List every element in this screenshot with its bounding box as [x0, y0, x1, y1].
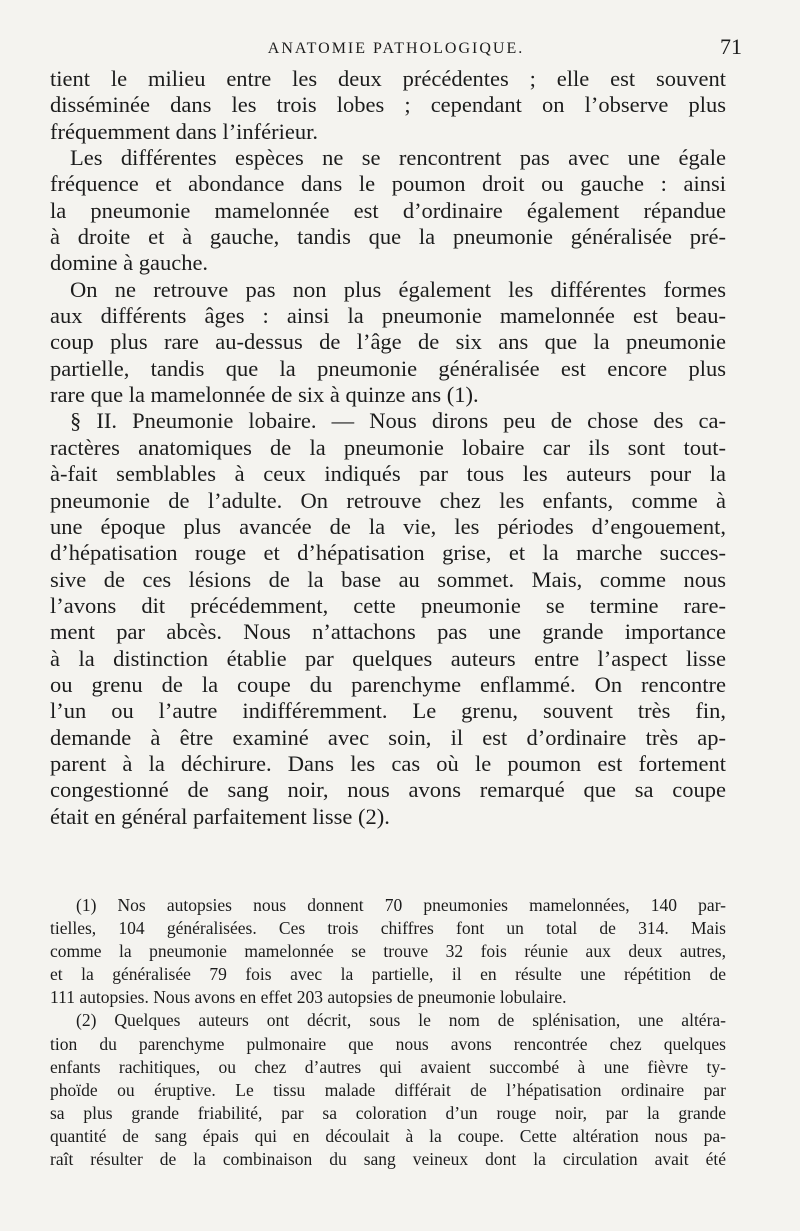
body-line: Les différentes espèces ne se rencontrent pas avec une égale	[70, 145, 726, 171]
page-number: 71	[720, 34, 742, 59]
footnote-line: quantité de sang épais qui en découlait à la coupe. Cette altération nous pa-	[50, 1125, 726, 1146]
body-line: l’un ou l’autre indifféremment. Le grenu, souvent très fin,	[50, 698, 726, 724]
footnote-line: comme la pneumonie mamelonnée se trouve 32 fois réunie aux deux autres,	[50, 941, 726, 962]
body-line: § II. Pneumonie lobaire. — Nous dirons peu de chose des ca-	[70, 408, 726, 434]
body-text	[50, 66, 726, 830]
body-line: sive de ces lésions de la base au sommet. Mais, comme nous	[50, 566, 726, 592]
body-line: partielle, tandis que la pneumonie généralisée est encore plus	[50, 355, 726, 381]
body-line: à-fait semblables à ceux indiqués par tous les auteurs pour la	[50, 461, 726, 487]
body-line: domine à gauche.	[50, 250, 209, 276]
footnote-line: tielles, 104 généralisées. Ces trois chiffres font un total de 314. Mais	[50, 918, 726, 939]
body-line: ractères anatomiques de la pneumonie lobaire car ils sont tout-	[50, 434, 726, 460]
footnote-line: sa plus grande friabilité, par sa coloration d’un rouge noir, par la grande	[50, 1102, 726, 1123]
running-title: ANATOMIE PATHOLOGIQUE.	[267, 40, 525, 57]
body-line: coup plus rare au-dessus de l’âge de six ans que la pneumonie	[50, 329, 726, 355]
page-header	[50, 34, 742, 64]
body-line: fréquemment dans l’inférieur.	[50, 118, 319, 144]
footnote-line: phoïde ou éruptive. Le tissu malade différait de l’hépatisation ordinaire par	[50, 1079, 726, 1100]
body-line: l’avons dit précédemment, cette pneumonie se termine rare-	[50, 592, 726, 618]
body-line: parent à la déchirure. Dans les cas où le poumon est fortement	[50, 750, 726, 776]
footnote-line: raît résulter de la combinaison du sang veineux dont la circulation avait été	[50, 1149, 726, 1170]
footnote-line: (1) Nos autopsies nous donnent 70 pneumonies mamelonnées, 140 par-	[76, 895, 726, 915]
body-line: ment par abcès. Nous n’attachons pas une grande importance	[50, 619, 726, 645]
footnote-line: tion du parenchyme pulmonaire que nous avons rencontrée chez quelques	[50, 1033, 726, 1054]
body-line: congestionné de sang noir, nous avons remarqué que sa coupe	[50, 777, 726, 803]
body-line: rare que la mamelonnée de six à quinze ans (1).	[50, 382, 479, 408]
body-line: tient le milieu entre les deux précédentes ; elle est souvent	[50, 66, 726, 91]
body-line: ou grenu de la coupe du parenchyme enflammé. On rencontre	[50, 671, 726, 697]
body-line: une époque plus avancée de la vie, les périodes d’engouement,	[50, 513, 726, 539]
footnote-line: et la généralisée 79 fois avec la partielle, il en résulte une répétition de	[50, 964, 726, 985]
body-line: la pneumonie mamelonnée est d’ordinaire également répandue	[50, 197, 726, 223]
footnote-line: (2) Quelques auteurs ont décrit, sous le nom de splénisation, une altéra-	[76, 1010, 726, 1031]
body-line: demande à être examiné avec soin, il est d’ordinaire très ap-	[50, 724, 726, 750]
footnote-line: enfants rachitiques, ou chez d’autres qui avaient succombé à une fièvre ty-	[50, 1056, 726, 1077]
body-line: à la distinction établie par quelques auteurs entre l’aspect lisse	[50, 645, 726, 671]
body-line: pneumonie de l’adulte. On retrouve chez les enfants, comme à	[50, 487, 726, 513]
body-line: On ne retrouve pas non plus également les différentes formes	[70, 276, 726, 302]
body-line: aux différents âges : ainsi la pneumonie mamelonnée est beau-	[50, 303, 726, 329]
footnote-line: 111 autopsies. Nous avons en effet 203 autopsies de pneumonie lobulaire.	[50, 987, 567, 1008]
body-line: d’hépatisation rouge et d’hépatisation grise, et la marche succes-	[50, 540, 726, 566]
body-line: fréquence et abondance dans le poumon droit ou gauche : ainsi	[50, 171, 726, 197]
footnotes	[50, 894, 726, 1171]
body-line: était en général parfaitement lisse (2).	[50, 803, 390, 829]
body-line: disséminée dans les trois lobes ; cependant on l’observe plus	[50, 92, 726, 118]
body-line: à droite et à gauche, tandis que la pneumonie généralisée pré-	[50, 224, 726, 250]
